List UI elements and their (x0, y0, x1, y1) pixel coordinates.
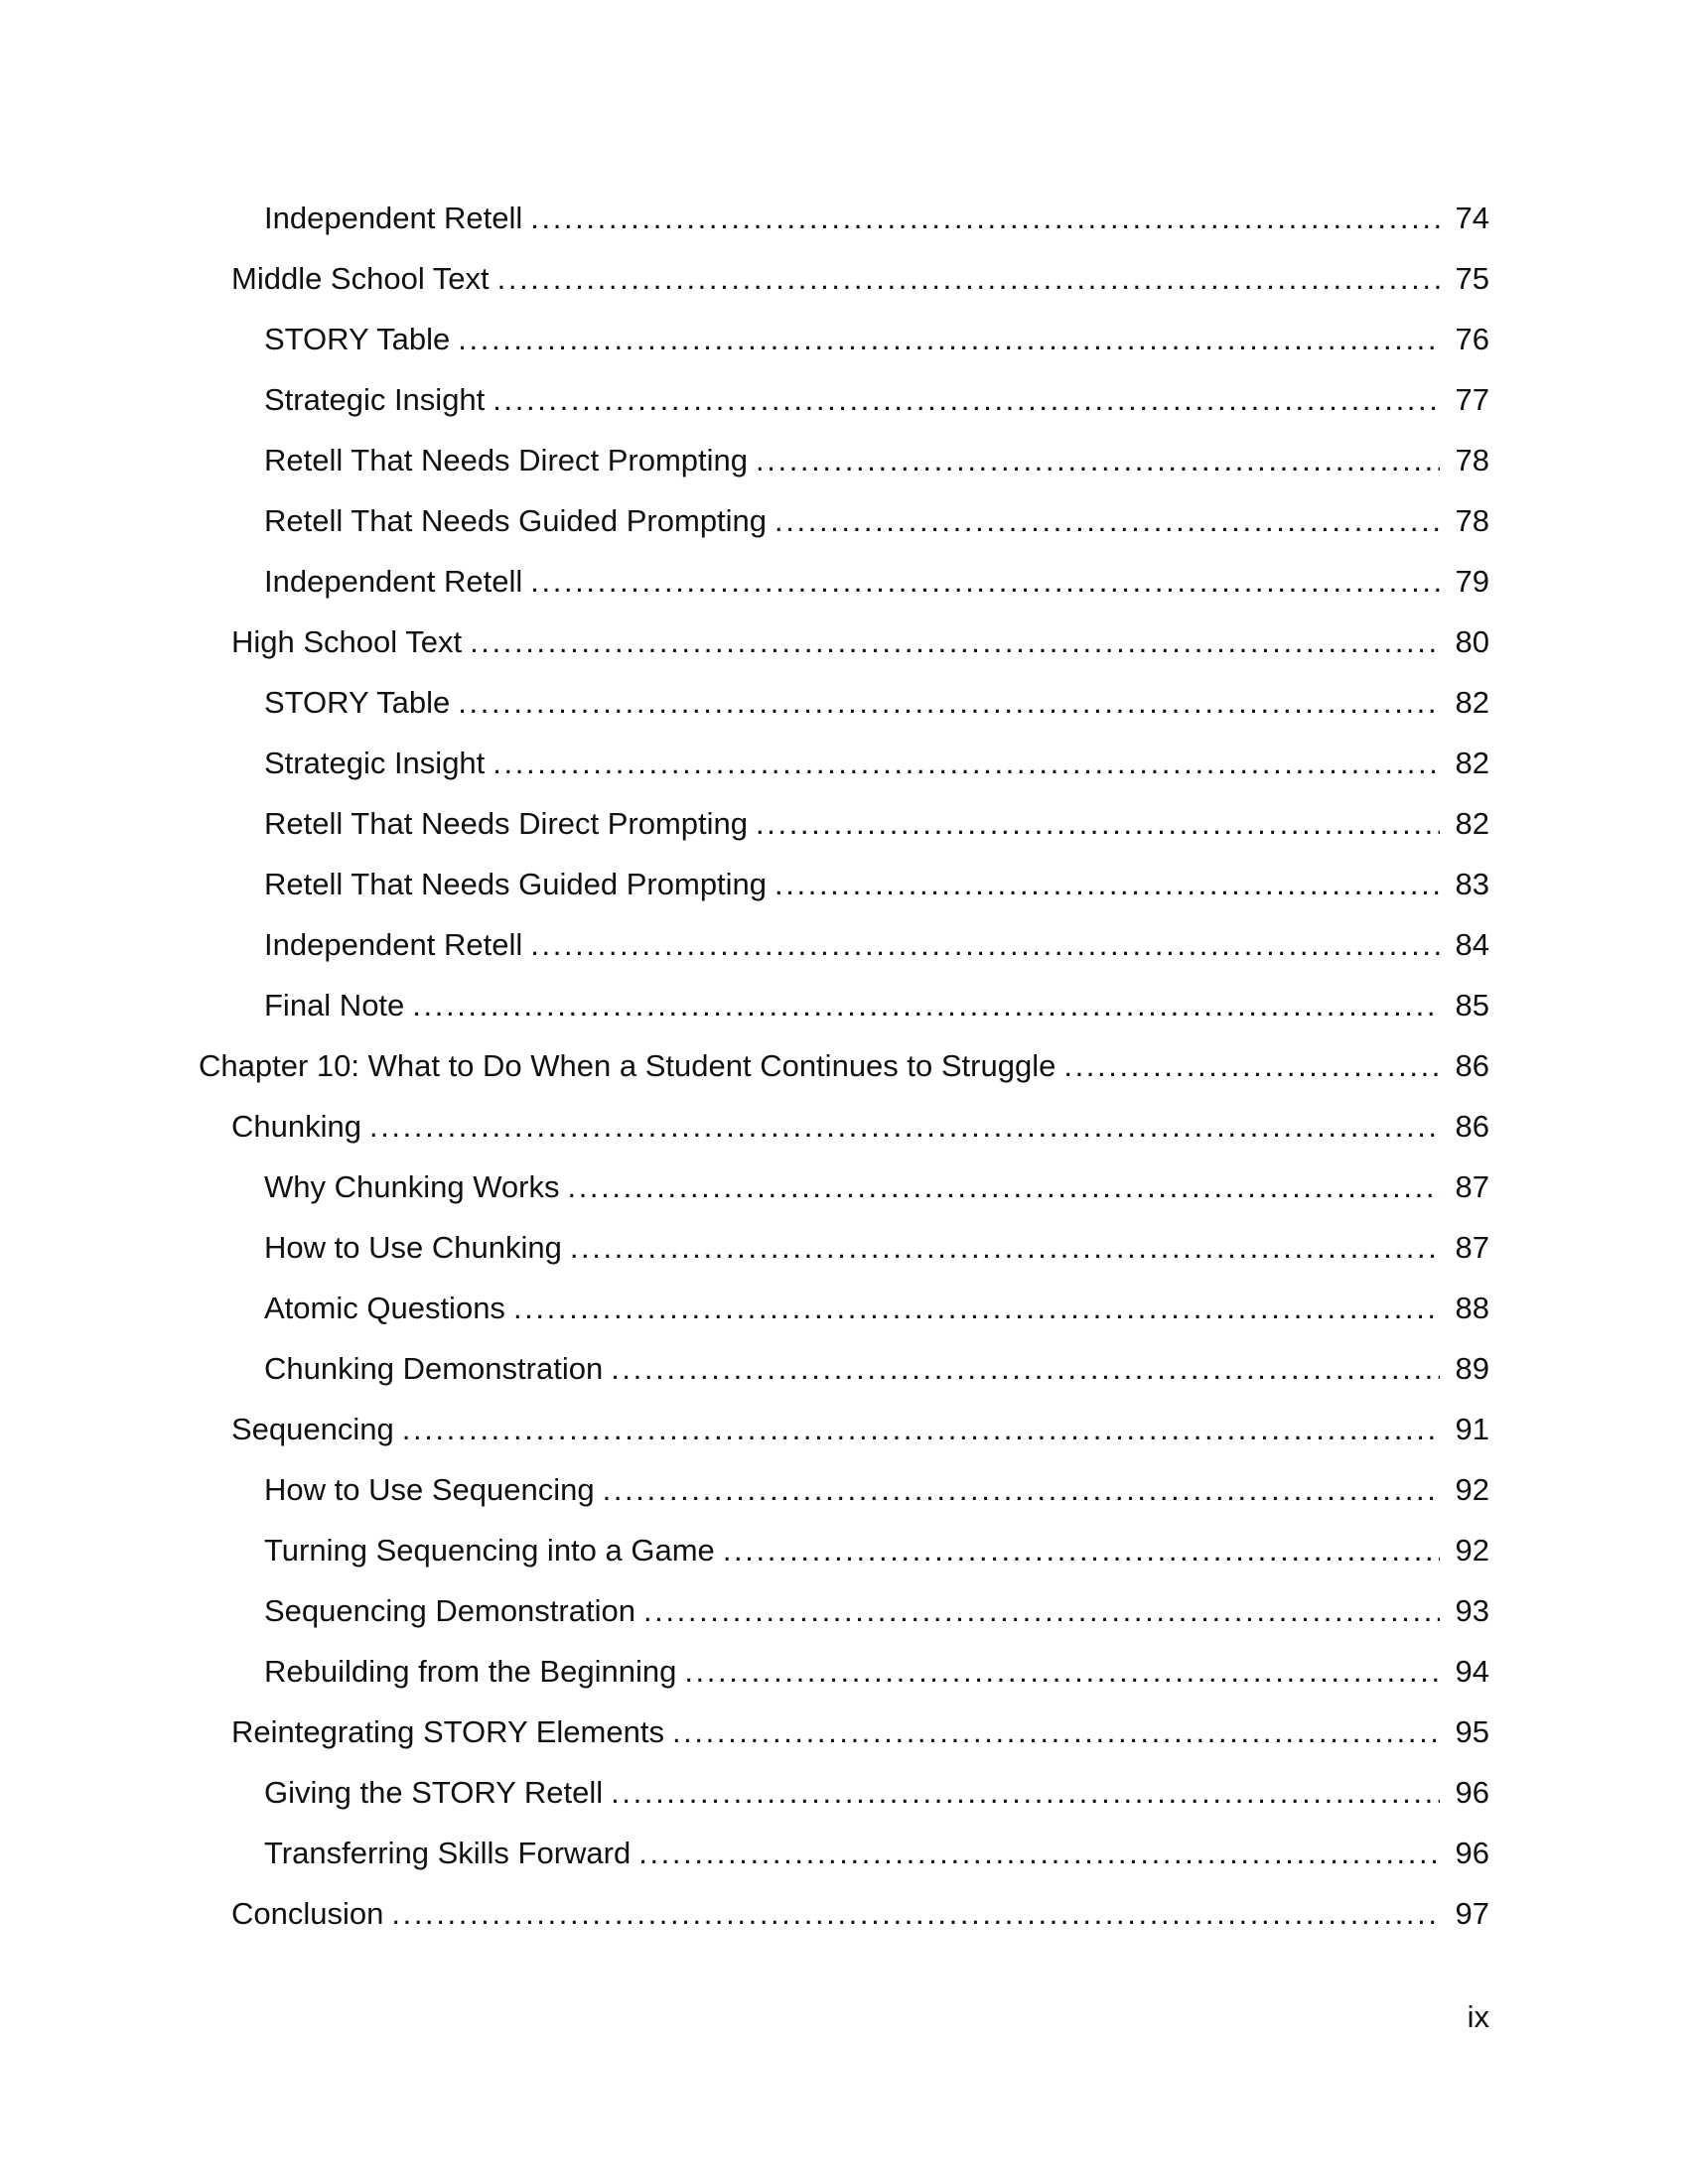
toc-dot-leader (412, 986, 1440, 1025)
toc-dot-leader (492, 744, 1440, 783)
toc-entry-title: Retell That Needs Direct Prompting (264, 441, 756, 480)
toc-dot-leader (458, 683, 1440, 723)
toc-dot-leader (567, 1167, 1440, 1207)
toc-entry-page: 74 (1455, 201, 1489, 235)
toc-dot-leader (530, 562, 1440, 602)
toc-entry-page: 80 (1455, 624, 1489, 659)
toc-entry-page: 86 (1455, 1109, 1489, 1144)
toc-entry-title: Transferring Skills Forward (264, 1834, 638, 1873)
toc-entry[interactable] (199, 1834, 1489, 1894)
toc-entry-title: Middle School Text (231, 259, 497, 299)
toc-dot-leader (774, 501, 1440, 541)
toc-entry-page: 89 (1455, 1351, 1489, 1386)
toc-entry-page: 88 (1455, 1291, 1489, 1325)
toc-entry[interactable] (199, 865, 1489, 925)
toc-entry-title: Why Chunking Works (264, 1167, 567, 1207)
toc-dot-leader (402, 1410, 1440, 1449)
toc-entry-page: 86 (1455, 1048, 1489, 1083)
toc-entry[interactable] (199, 1652, 1489, 1712)
toc-entry[interactable] (199, 199, 1489, 259)
toc-entry[interactable] (199, 1470, 1489, 1531)
toc-dot-leader (603, 1470, 1440, 1510)
toc-entry-page: 76 (1455, 322, 1489, 356)
toc-entry[interactable] (199, 925, 1489, 986)
toc-dot-leader (684, 1652, 1440, 1692)
toc-entry-page: 96 (1455, 1836, 1489, 1870)
toc-entry[interactable] (199, 1107, 1489, 1167)
toc-entry-page: 84 (1455, 927, 1489, 962)
toc-entry-title: Independent Retell (264, 562, 530, 602)
toc-entry-title: Independent Retell (264, 199, 530, 238)
toc-dot-leader (570, 1228, 1440, 1268)
toc-entry-page: 95 (1455, 1714, 1489, 1749)
table-of-contents (199, 199, 1489, 1955)
toc-entry[interactable] (199, 1046, 1489, 1107)
toc-entry-title: How to Use Chunking (264, 1228, 570, 1268)
toc-entry-page: 82 (1455, 806, 1489, 841)
toc-entry[interactable] (199, 320, 1489, 380)
toc-dot-leader (497, 259, 1440, 299)
toc-entry-page: 87 (1455, 1169, 1489, 1204)
toc-dot-leader (756, 441, 1440, 480)
toc-entry-page: 93 (1455, 1593, 1489, 1628)
toc-entry-page: 92 (1455, 1472, 1489, 1507)
toc-entry[interactable] (199, 683, 1489, 744)
toc-entry-title: Sequencing (231, 1410, 402, 1449)
toc-entry-title: Retell That Needs Direct Prompting (264, 804, 756, 844)
toc-entry-title: Turning Sequencing into a Game (264, 1531, 723, 1570)
toc-entry-page: 87 (1455, 1230, 1489, 1265)
toc-dot-leader (672, 1712, 1440, 1752)
page-number: ix (1467, 1999, 1489, 2034)
toc-entry-page: 92 (1455, 1533, 1489, 1568)
toc-entry[interactable] (199, 1167, 1489, 1228)
toc-entry-page: 91 (1455, 1412, 1489, 1446)
toc-entry-title: Retell That Needs Guided Prompting (264, 865, 774, 904)
toc-entry[interactable] (199, 1894, 1489, 1955)
toc-entry[interactable] (199, 259, 1489, 320)
toc-dot-leader (643, 1591, 1440, 1631)
toc-entry[interactable] (199, 441, 1489, 501)
toc-entry-title: Strategic Insight (264, 380, 492, 420)
toc-dot-leader (638, 1834, 1440, 1873)
toc-entry-title: Atomic Questions (264, 1289, 513, 1328)
toc-dot-leader (774, 865, 1440, 904)
toc-entry-title: Strategic Insight (264, 744, 492, 783)
toc-entry-page: 79 (1455, 564, 1489, 599)
toc-entry-title: Giving the STORY Retell (264, 1773, 611, 1813)
toc-entry-page: 82 (1455, 685, 1489, 720)
toc-dot-leader (391, 1894, 1440, 1934)
toc-entry-title: STORY Table (264, 683, 458, 723)
toc-entry-title: STORY Table (264, 320, 458, 359)
toc-entry[interactable] (199, 1349, 1489, 1410)
toc-entry[interactable] (199, 622, 1489, 683)
toc-entry-title: Conclusion (231, 1894, 391, 1934)
toc-entry-page: 85 (1455, 988, 1489, 1023)
toc-entry-title: Chunking (231, 1107, 369, 1147)
toc-entry-title: Final Note (264, 986, 412, 1025)
toc-entry-title: High School Text (231, 622, 470, 662)
toc-entry-title: How to Use Sequencing (264, 1470, 603, 1510)
toc-entry[interactable] (199, 1410, 1489, 1470)
toc-entry[interactable] (199, 501, 1489, 562)
toc-entry-title: Sequencing Demonstration (264, 1591, 643, 1631)
toc-entry[interactable] (199, 1591, 1489, 1652)
toc-dot-leader (530, 925, 1440, 965)
toc-entry[interactable] (199, 1773, 1489, 1834)
toc-entry-page: 82 (1455, 746, 1489, 780)
toc-entry-title: Chapter 10: What to Do When a Student Continues to Struggle (199, 1046, 1063, 1086)
toc-entry-page: 94 (1455, 1654, 1489, 1689)
toc-dot-leader (611, 1773, 1440, 1813)
toc-entry[interactable] (199, 1712, 1489, 1773)
toc-dot-leader (530, 199, 1440, 238)
toc-entry-title: Retell That Needs Guided Prompting (264, 501, 774, 541)
toc-dot-leader (756, 804, 1440, 844)
toc-dot-leader (1063, 1046, 1440, 1086)
toc-entry-title: Rebuilding from the Beginning (264, 1652, 684, 1692)
toc-dot-leader (458, 320, 1440, 359)
toc-entry[interactable] (199, 744, 1489, 804)
toc-entry-title: Chunking Demonstration (264, 1349, 611, 1389)
toc-dot-leader (369, 1107, 1440, 1147)
toc-entry[interactable] (199, 986, 1489, 1046)
toc-entry[interactable] (199, 380, 1489, 441)
toc-entry[interactable] (199, 1289, 1489, 1349)
toc-entry-page: 83 (1455, 867, 1489, 901)
toc-entry-page: 75 (1455, 261, 1489, 296)
toc-dot-leader (513, 1289, 1440, 1328)
toc-entry[interactable] (199, 804, 1489, 865)
toc-entry-title: Reintegrating STORY Elements (231, 1712, 672, 1752)
toc-dot-leader (492, 380, 1440, 420)
toc-entry-page: 97 (1455, 1896, 1489, 1931)
toc-entry-page: 78 (1455, 443, 1489, 478)
toc-dot-leader (611, 1349, 1440, 1389)
toc-entry-page: 77 (1455, 382, 1489, 417)
toc-dot-leader (470, 622, 1440, 662)
toc-entry-title: Independent Retell (264, 925, 530, 965)
toc-entry[interactable] (199, 562, 1489, 622)
toc-entry[interactable] (199, 1228, 1489, 1289)
toc-entry-page: 96 (1455, 1775, 1489, 1810)
toc-dot-leader (723, 1531, 1440, 1570)
toc-entry-page: 78 (1455, 503, 1489, 538)
toc-entry[interactable] (199, 1531, 1489, 1591)
